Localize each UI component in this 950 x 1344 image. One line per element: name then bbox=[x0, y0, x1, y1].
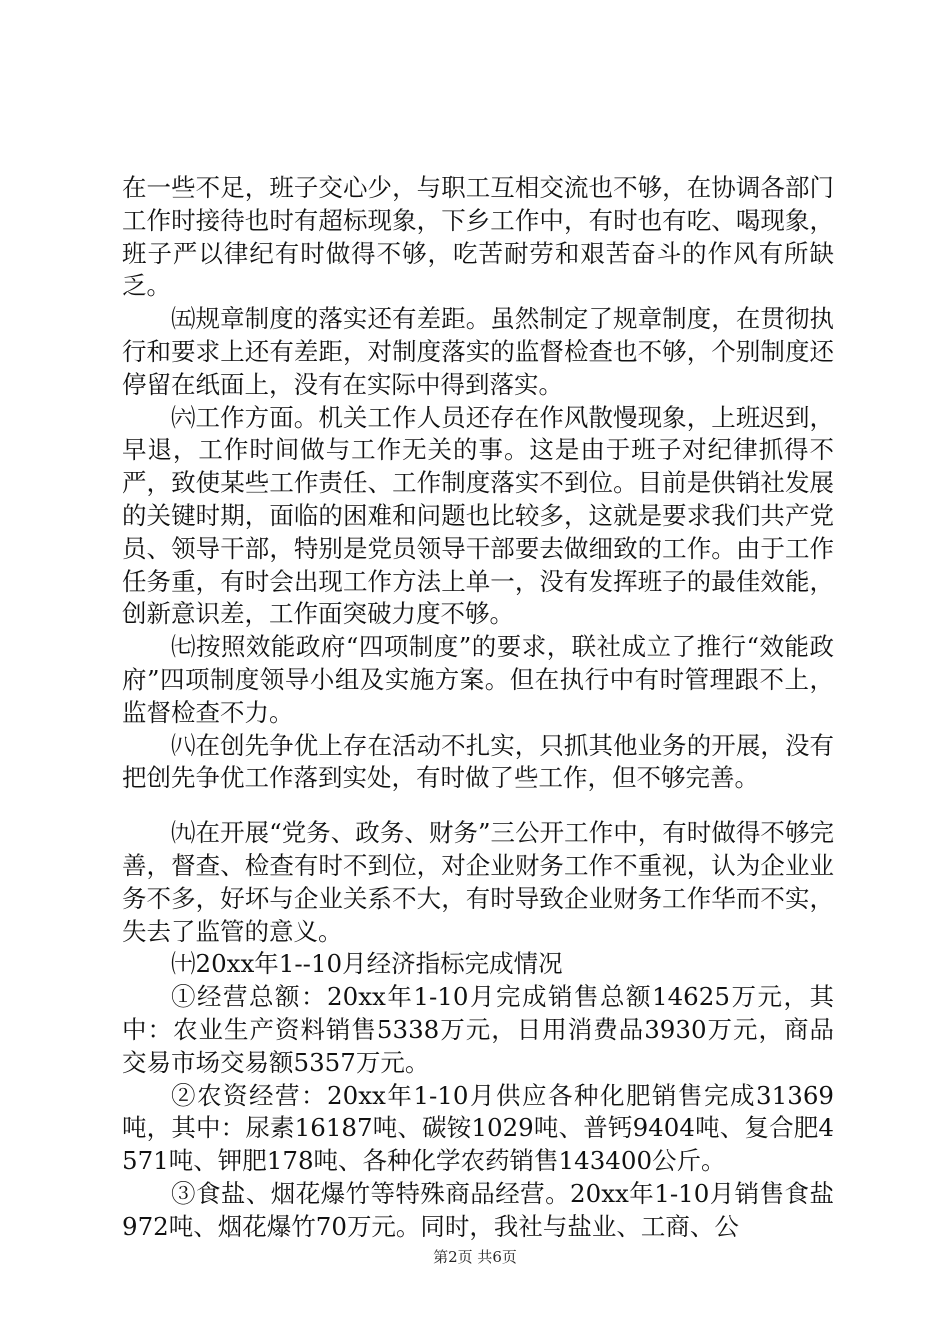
paragraph-continuation: 在一些不足，班子交心少，与职工互相交流也不够，在协调各部门工作时接待也时有超标现象，下乡工作中，有时也有吃、喝现象，班子严以律纪有时做得不够，吃苦耐劳和艰苦奋斗的作风有所缺乏。 bbox=[122, 173, 834, 301]
paragraph-sales-total: ①经营总额：20xx年1-10月完成销售总额14625万元，其中：农业生产资料销售5338万元，日用消费品3930万元，商品交易市场交易额5357万元。 bbox=[122, 982, 834, 1077]
paragraph-item-7: ㈦按照效能政府“四项制度”的要求，联社成立了推行“效能政府”四项制度领导小组及实施方案。但在执行中有时管理跟不上，监督检查不力。 bbox=[122, 632, 834, 727]
paragraph-agri-supplies: ②农资经营：20xx年1-10月供应各种化肥销售完成31369吨，其中：尿素16187吨、碳铵1029吨、普钙9404吨、复合肥4571吨、钾肥178吨、各种化学农药销售143400公斤。 bbox=[122, 1080, 834, 1176]
page-number-label: 第2页 共6页 bbox=[433, 1248, 517, 1266]
paragraph-item-5: ㈤规章制度的落实还有差距。虽然制定了规章制度，在贯彻执行和要求上还有差距，对制度落实的监督检查也不够，个别制度还停留在纸面上，没有在实际中得到落实。 bbox=[122, 304, 834, 399]
document-body bbox=[122, 172, 834, 1244]
page-footer bbox=[0, 1246, 950, 1267]
paragraph-item-8: ㈧在创先争优上存在活动不扎实，只抓其他业务的开展，没有把创先争优工作落到实处，有时做了些工作，但不够完善。 bbox=[122, 730, 834, 793]
paragraph-special-goods: ③食盐、烟花爆竹等特殊商品经营。20xx年1-10月销售食盐972吨、烟花爆竹70万元。同时，我社与盐业、工商、公 bbox=[122, 1178, 834, 1241]
paragraph-item-10-heading: ㈩20xx年1--10月经济指标完成情况 bbox=[171, 949, 563, 979]
paragraph-item-9: ㈨在开展“党务、政务、财务”三公开工作中，有时做得不够完善，督查、检查有时不到位，对企业财务工作不重视，认为企业业务不多，好坏与企业关系不大，有时导致企业财务工作华而不实，失去了监管的意义。 bbox=[122, 818, 834, 946]
paragraph-item-6: ㈥工作方面。机关工作人员还存在作风散慢现象，上班迟到，早退，工作时间做与工作无关的事。这是由于班子对纪律抓得不严，致使某些工作责任、工作制度落实不到位。目前是供销社发展的关键时期，面临的困难和问题也比较多，这就是要求我们共产党员、领导干部，特别是党员领导干部要去做细致的工作。由于工作任务重，有时会出现工作方法上单一，没有发挥班子的最佳效能，创新意识差，工作面突破力度不够。 bbox=[122, 402, 834, 629]
